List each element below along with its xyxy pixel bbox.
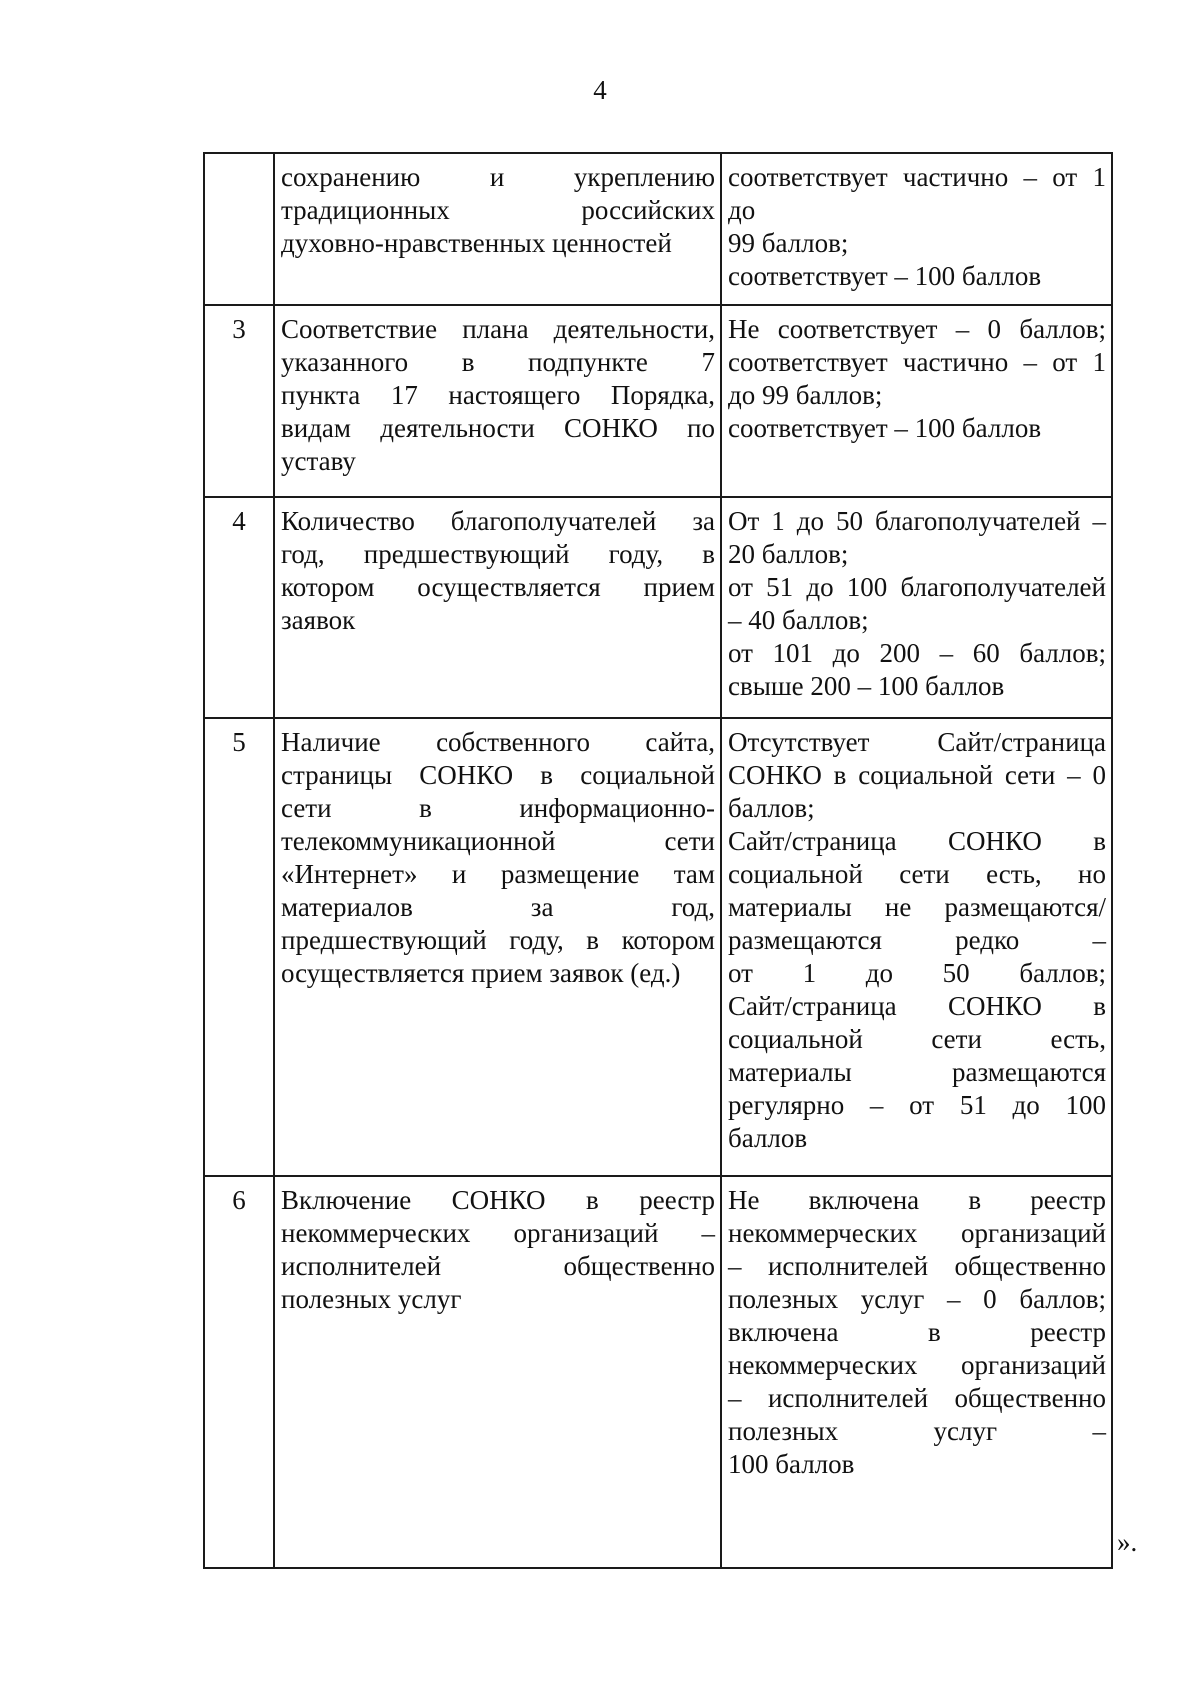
score-cell — [721, 1176, 1112, 1568]
score-text-line: размещаются редко – — [728, 925, 1106, 955]
table-row — [204, 1176, 1112, 1568]
row-number: 5 — [232, 727, 246, 757]
criterion-cell — [274, 1176, 721, 1568]
score-text-line: СОНКО в социальной сети – 0 — [728, 760, 1106, 790]
score-text-line: до 99 баллов; — [728, 380, 883, 410]
score-cell — [721, 153, 1112, 305]
score-cell — [721, 718, 1112, 1176]
criterion-text-line: традиционных российских — [281, 195, 715, 225]
score-text-line: баллов — [728, 1123, 808, 1153]
score-text-line: – исполнителей общественно — [728, 1251, 1106, 1281]
row-number-cell — [204, 718, 274, 1176]
score-text-line: регулярно – от 51 до 100 — [728, 1090, 1106, 1120]
score-text-line: материалы не размещаются/ — [728, 892, 1106, 922]
score-text-line: Не включена в реестр — [728, 1185, 1106, 1215]
criterion-text-line: Соответствие плана деятельности, — [281, 314, 715, 344]
score-cell — [721, 497, 1112, 718]
score-text-line: Не соответствует – 0 баллов; — [728, 314, 1106, 344]
score-text-line: 100 баллов — [728, 1449, 855, 1479]
criterion-text-line: страницы СОНКО в социальной — [281, 760, 715, 790]
closing-quote: ». — [1117, 1527, 1138, 1557]
criterion-cell — [274, 718, 721, 1176]
criterion-text-line: духовно-нравственных ценностей — [281, 228, 672, 258]
score-text-line: свыше 200 – 100 баллов — [728, 671, 1005, 701]
criteria-table — [203, 152, 1113, 1569]
score-text-line: соответствует – 100 баллов — [728, 261, 1042, 291]
score-text-line: полезных услуг – — [728, 1416, 1106, 1446]
score-text-line: – 40 баллов; — [728, 605, 869, 635]
criterion-text-line: сети в информационно- — [281, 793, 715, 823]
page-number: 4 — [593, 75, 607, 105]
score-text-line: некоммерческих организаций — [728, 1350, 1106, 1380]
score-text-line: от 51 до 100 благополучателей — [728, 572, 1106, 602]
score-text-line: соответствует частично – от 1 — [728, 347, 1106, 377]
criterion-text-line: «Интернет» и размещение там — [281, 859, 715, 889]
criterion-cell — [274, 497, 721, 718]
criterion-text-line: предшествующий году, в котором — [281, 925, 715, 955]
score-text-line: включена в реестр — [728, 1317, 1106, 1347]
score-cell — [721, 305, 1112, 497]
score-text-line: Отсутствует Сайт/страница — [728, 727, 1106, 757]
row-number: 3 — [232, 314, 246, 344]
criterion-text-line: исполнителей общественно — [281, 1251, 715, 1281]
table-row — [204, 497, 1112, 718]
criterion-text-line: год, предшествующий году, в — [281, 539, 715, 569]
criterion-text-line: Включение СОНКО в реестр — [281, 1185, 715, 1215]
criterion-text-line: указанного в подпункте 7 — [281, 347, 715, 377]
criterion-text-line: Количество благополучателей за — [281, 506, 715, 536]
criterion-cell — [274, 153, 721, 305]
score-text-line: до — [728, 195, 756, 225]
row-number: 4 — [232, 506, 246, 536]
criterion-text-line: уставу — [281, 446, 356, 476]
row-number-cell — [204, 305, 274, 497]
criterion-text-line: осуществляется прием заявок (ед.) — [281, 958, 681, 988]
score-text-line: соответствует частично – от 1 — [728, 162, 1106, 192]
row-number: 6 — [232, 1185, 246, 1215]
score-text-line: 20 баллов; — [728, 539, 849, 569]
criterion-text-line: полезных услуг — [281, 1284, 462, 1314]
criterion-text-line: котором осуществляется прием — [281, 572, 715, 602]
row-number-cell — [204, 497, 274, 718]
criterion-cell — [274, 305, 721, 497]
score-text-line: социальной сети есть, но — [728, 859, 1106, 889]
score-text-line: некоммерческих организаций — [728, 1218, 1106, 1248]
row-number-cell — [204, 1176, 274, 1568]
criterion-text-line: видам деятельности СОНКО по — [281, 413, 715, 443]
criterion-text-line: пункта 17 настоящего Порядка, — [281, 380, 715, 410]
score-text-line: 99 баллов; — [728, 228, 849, 258]
score-text-line: баллов; — [728, 793, 815, 823]
criterion-text-line: некоммерческих организаций – — [281, 1218, 715, 1248]
table-row — [204, 305, 1112, 497]
criterion-text-line: заявок — [281, 605, 356, 635]
score-text-line: Сайт/страница СОНКО в — [728, 826, 1106, 856]
score-text-line: от 1 до 50 баллов; — [728, 958, 1106, 988]
table-row — [204, 718, 1112, 1176]
criterion-text-line: материалов за год, — [281, 892, 715, 922]
criterion-text-line: телекоммуникационной сети — [281, 826, 715, 856]
score-text-line: – исполнителей общественно — [728, 1383, 1106, 1413]
criterion-text-line: Наличие собственного сайта, — [281, 727, 715, 757]
score-text-line: материалы размещаются — [728, 1057, 1106, 1087]
score-text-line: от 101 до 200 – 60 баллов; — [728, 638, 1106, 668]
score-text-line: От 1 до 50 благополучателей – — [728, 506, 1106, 536]
row-number-cell — [204, 153, 274, 305]
score-text-line: Сайт/страница СОНКО в — [728, 991, 1106, 1021]
criterion-text-line: сохранению и укреплению — [281, 162, 715, 192]
score-text-line: полезных услуг – 0 баллов; — [728, 1284, 1106, 1314]
score-text-line: социальной сети есть, — [728, 1024, 1106, 1054]
score-text-line: соответствует – 100 баллов — [728, 413, 1042, 443]
table-row — [204, 153, 1112, 305]
